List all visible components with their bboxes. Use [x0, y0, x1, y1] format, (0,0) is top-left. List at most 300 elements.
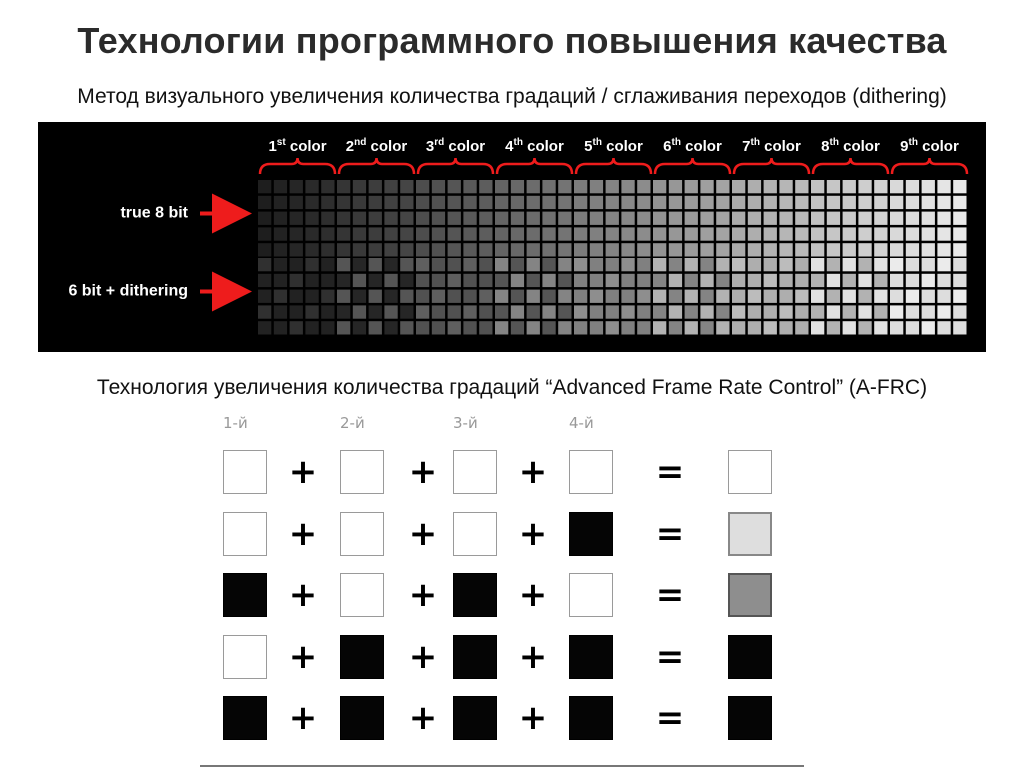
grid-cell [400, 305, 413, 318]
grid-cell [416, 258, 429, 271]
grid-cell [937, 243, 950, 256]
grid-cell [748, 258, 761, 271]
grid-cell [511, 290, 524, 303]
grid-cell [384, 321, 397, 334]
grid-cell [495, 243, 508, 256]
grid-cell [511, 321, 524, 334]
grid-cell [858, 290, 871, 303]
grid-cell [700, 243, 713, 256]
grid-cell [732, 290, 745, 303]
grid-cell [700, 196, 713, 209]
grid-cell [606, 274, 619, 287]
grid-cell [953, 227, 966, 240]
grid-cell [590, 196, 603, 209]
grid-cell [400, 290, 413, 303]
grid-cell [858, 305, 871, 318]
grid-cell [574, 243, 587, 256]
grid-cell [922, 196, 935, 209]
grid-cell [258, 305, 271, 318]
grid-cell [700, 305, 713, 318]
grid-cell [732, 227, 745, 240]
grid-cell [400, 258, 413, 271]
grid-cell [448, 290, 461, 303]
grid-cell [353, 227, 366, 240]
grid-cell [874, 321, 887, 334]
grid-cell [827, 274, 840, 287]
brace [339, 158, 414, 174]
grid-cell [384, 180, 397, 193]
grid-cell [906, 196, 919, 209]
grid-cell [732, 258, 745, 271]
frame-white [223, 512, 267, 556]
grid-cell [685, 290, 698, 303]
grid-cell [432, 196, 445, 209]
grid-cell [384, 290, 397, 303]
grid-cell [590, 321, 603, 334]
frame-white [340, 512, 384, 556]
grid-cell [764, 212, 777, 225]
grid-cell [685, 212, 698, 225]
grid-cell [653, 180, 666, 193]
grid-cell [274, 305, 287, 318]
grid-cell [874, 305, 887, 318]
grid-cell [890, 321, 903, 334]
grid-cell [953, 243, 966, 256]
grid-cell [606, 305, 619, 318]
afrc-subtitle: Технология увеличения количества градаций “Advanced Frame Rate Control” (A-FRC) [96, 376, 928, 399]
grid-cell [858, 243, 871, 256]
grid-cell [258, 290, 271, 303]
grid-cell [337, 305, 350, 318]
grid-cell [795, 321, 808, 334]
divider [200, 765, 804, 767]
grid-cell [637, 212, 650, 225]
grid-cell [527, 290, 540, 303]
grid-cell [937, 258, 950, 271]
grid-cell [558, 305, 571, 318]
grid-cell [748, 212, 761, 225]
grid-cell [290, 227, 303, 240]
grid-cell [858, 258, 871, 271]
grid-cell [590, 243, 603, 256]
grid-cell [890, 180, 903, 193]
grid-cell [858, 321, 871, 334]
grid-cell [416, 305, 429, 318]
grid-cell [400, 196, 413, 209]
brace [734, 158, 809, 174]
equals-icon: = [655, 452, 685, 492]
grid-cell [811, 258, 824, 271]
grid-cell [764, 274, 777, 287]
grid-cell [416, 274, 429, 287]
frame-black [340, 696, 384, 740]
grid-cell [890, 258, 903, 271]
grid-cell [700, 227, 713, 240]
grid-cell [700, 258, 713, 271]
grid-cell [542, 212, 555, 225]
grid-cell [922, 227, 935, 240]
grid-cell [779, 243, 792, 256]
grid-cell [779, 290, 792, 303]
grid-cell [779, 305, 792, 318]
grid-cell [321, 258, 334, 271]
grid-cell [448, 196, 461, 209]
grid-cell [290, 258, 303, 271]
grid-cell [621, 243, 634, 256]
grid-cell [274, 274, 287, 287]
grid-cell [527, 180, 540, 193]
grid-cell [290, 212, 303, 225]
grid-cell [874, 274, 887, 287]
grid-cell [542, 305, 555, 318]
grid-cell [290, 274, 303, 287]
plus-icon: + [288, 575, 318, 615]
grid-cell [448, 243, 461, 256]
grid-cell [448, 274, 461, 287]
grid-cell [685, 305, 698, 318]
grid-cell [811, 196, 824, 209]
grid-cell [574, 212, 587, 225]
grid-cell [369, 290, 382, 303]
plus-icon: + [408, 698, 438, 738]
grid-cell [953, 305, 966, 318]
grid-cell [527, 305, 540, 318]
grid-cell [369, 243, 382, 256]
grid-cell [495, 321, 508, 334]
grid-cell [463, 258, 476, 271]
grid-cell [953, 290, 966, 303]
grid-cell [716, 274, 729, 287]
grid-cell [874, 290, 887, 303]
grid-cell [779, 212, 792, 225]
grid-cell [669, 290, 682, 303]
grid-cell [637, 321, 650, 334]
grid-cell [937, 274, 950, 287]
grid-cell [669, 305, 682, 318]
grid-cell [748, 290, 761, 303]
grid-cell [305, 321, 318, 334]
grid-cell [416, 227, 429, 240]
grid-cell [495, 180, 508, 193]
grid-cell [843, 274, 856, 287]
grid-cell [779, 274, 792, 287]
grid-cell [653, 305, 666, 318]
grid-cell [384, 196, 397, 209]
grid-cell [716, 305, 729, 318]
grid-cell [906, 212, 919, 225]
brace [497, 158, 572, 174]
grid-cell [542, 180, 555, 193]
grid-cell [637, 196, 650, 209]
grid-cell [495, 196, 508, 209]
grid-cell [906, 258, 919, 271]
grid-cell [495, 305, 508, 318]
grid-cell [653, 321, 666, 334]
equals-icon: = [655, 575, 685, 615]
grid-cell [353, 258, 366, 271]
frame-black [223, 696, 267, 740]
grid-cell [843, 290, 856, 303]
brace [576, 158, 651, 174]
dithering-figure [38, 122, 986, 352]
grid-cell [843, 227, 856, 240]
plus-icon: + [518, 575, 548, 615]
grid-cell [748, 305, 761, 318]
grid-cell [811, 290, 824, 303]
grid-cell [606, 180, 619, 193]
grid-cell [321, 274, 334, 287]
grid-cell [305, 243, 318, 256]
grid-cell [890, 196, 903, 209]
grid-cell [795, 212, 808, 225]
grid-cell [432, 321, 445, 334]
grid-cell [716, 321, 729, 334]
grid-cell [858, 227, 871, 240]
plus-icon: + [518, 452, 548, 492]
grid-cell [716, 258, 729, 271]
grid-cell [369, 196, 382, 209]
grid-cell [558, 180, 571, 193]
grid-cell [432, 274, 445, 287]
grid-cell [384, 243, 397, 256]
grid-cell [874, 180, 887, 193]
grid-cell [890, 243, 903, 256]
grid-cell [606, 258, 619, 271]
grid-cell [558, 290, 571, 303]
grid-cell [305, 227, 318, 240]
grid-cell [732, 321, 745, 334]
grid-cell [448, 305, 461, 318]
grid-cell [274, 180, 287, 193]
grid-cell [716, 180, 729, 193]
frame-black [453, 573, 497, 617]
plus-icon: + [288, 637, 318, 677]
grid-cell [827, 180, 840, 193]
grid-cell [305, 180, 318, 193]
grid-cell [858, 180, 871, 193]
grid-cell [337, 180, 350, 193]
grid-cell [527, 258, 540, 271]
brace [418, 158, 493, 174]
grid-cell [590, 227, 603, 240]
grid-cell [369, 274, 382, 287]
grid-cell [716, 196, 729, 209]
grid-cell [669, 227, 682, 240]
grid-cell [700, 180, 713, 193]
grid-cell [922, 290, 935, 303]
grid-cell [858, 212, 871, 225]
grid-cell [922, 274, 935, 287]
grid-cell [416, 321, 429, 334]
grid-cell [590, 258, 603, 271]
grid-cell [495, 258, 508, 271]
grid-cell [290, 243, 303, 256]
grid-cell [937, 212, 950, 225]
grid-cell [637, 258, 650, 271]
grid-cell [432, 180, 445, 193]
grid-cell [827, 321, 840, 334]
grid-cell [637, 180, 650, 193]
grid-cell [400, 212, 413, 225]
grid-cell [858, 196, 871, 209]
grid-cell [258, 258, 271, 271]
grid-cell [274, 290, 287, 303]
grid-cell [353, 243, 366, 256]
grid-cell [432, 305, 445, 318]
grid-cell [874, 212, 887, 225]
grid-cell [653, 212, 666, 225]
frame-white [340, 573, 384, 617]
grid-cell [353, 196, 366, 209]
frame-header: 1-й [223, 414, 248, 432]
grid-cell [574, 180, 587, 193]
grid-cell [953, 196, 966, 209]
result-mid [728, 573, 772, 617]
grid-cell [748, 274, 761, 287]
grid-cell [321, 180, 334, 193]
grid-cell [953, 258, 966, 271]
result-black [728, 635, 772, 679]
grid-cell [527, 321, 540, 334]
grid-cell [511, 196, 524, 209]
grid-cell [764, 321, 777, 334]
grid-cell [558, 274, 571, 287]
grid-cell [258, 180, 271, 193]
grid-cell [700, 212, 713, 225]
grid-cell [890, 227, 903, 240]
grid-cell [922, 305, 935, 318]
grid-cell [843, 212, 856, 225]
plus-icon: + [288, 514, 318, 554]
grid-cell [305, 212, 318, 225]
grid-cell [305, 274, 318, 287]
frame-white [569, 573, 613, 617]
grid-cell [400, 321, 413, 334]
grid-cell [937, 196, 950, 209]
grid-cell [606, 290, 619, 303]
grid-cell [606, 227, 619, 240]
grid-cell [416, 180, 429, 193]
grid-cell [685, 258, 698, 271]
grid-cell [748, 243, 761, 256]
grid-cell [337, 274, 350, 287]
grid-cell [258, 196, 271, 209]
grid-cell [558, 243, 571, 256]
plus-icon: + [518, 698, 548, 738]
grid-cell [321, 227, 334, 240]
grid-cell [463, 212, 476, 225]
grid-cell [353, 180, 366, 193]
frame-white [223, 635, 267, 679]
grid-cell [764, 258, 777, 271]
grid-cell [764, 243, 777, 256]
grid-cell [874, 258, 887, 271]
grid-cell [811, 305, 824, 318]
grid-cell [890, 290, 903, 303]
frame-white [453, 450, 497, 494]
grid-cell [669, 212, 682, 225]
plus-icon: + [408, 637, 438, 677]
grid-cell [906, 274, 919, 287]
grid-cell [479, 274, 492, 287]
grid-cell [827, 227, 840, 240]
grid-cell [779, 180, 792, 193]
brace [260, 158, 335, 174]
grid-cell [590, 305, 603, 318]
grid-cell [321, 212, 334, 225]
grid-cell [637, 227, 650, 240]
grid-cell [716, 227, 729, 240]
grid-cell [527, 274, 540, 287]
grid-cell [906, 290, 919, 303]
grid-cell [369, 258, 382, 271]
grid-cell [574, 290, 587, 303]
grid-cell [384, 212, 397, 225]
grid-cell [495, 227, 508, 240]
grid-cell [321, 305, 334, 318]
grid-cell [843, 305, 856, 318]
grid-cell [353, 305, 366, 318]
grid-cell [811, 243, 824, 256]
plus-icon: + [518, 637, 548, 677]
grid-cell [795, 227, 808, 240]
grid-cell [527, 196, 540, 209]
grid-cell [479, 305, 492, 318]
grid-cell [922, 243, 935, 256]
grid-cell [463, 196, 476, 209]
grid-cell [384, 227, 397, 240]
color-label: 6th color [663, 137, 722, 155]
grid-cell [621, 274, 634, 287]
plus-icon: + [288, 452, 318, 492]
grid-cell [337, 227, 350, 240]
grid-cell [463, 274, 476, 287]
grid-cell [558, 321, 571, 334]
result-light [728, 512, 772, 556]
grid-cell [416, 243, 429, 256]
grid-cell [748, 180, 761, 193]
grid-cell [827, 258, 840, 271]
grid-cell [637, 305, 650, 318]
grid-cell [764, 305, 777, 318]
grid-cell [732, 212, 745, 225]
grid-cell [463, 243, 476, 256]
grid-cell [606, 212, 619, 225]
grid-cell [558, 227, 571, 240]
grid-cell [321, 290, 334, 303]
frame-header: 2-й [340, 414, 365, 432]
grid-cell [685, 180, 698, 193]
plus-icon: + [408, 575, 438, 615]
grid-cell [511, 305, 524, 318]
grid-cell [479, 180, 492, 193]
grid-cell [669, 243, 682, 256]
grid-cell [606, 243, 619, 256]
frame-white [453, 512, 497, 556]
grid-cell [590, 180, 603, 193]
grid-cell [843, 196, 856, 209]
grid-cell [748, 196, 761, 209]
grid-cell [448, 321, 461, 334]
grid-cell [511, 180, 524, 193]
color-label: 8th color [821, 137, 880, 155]
grid-cell [479, 227, 492, 240]
grid-cell [337, 321, 350, 334]
grid-cell [337, 212, 350, 225]
grid-cell [890, 212, 903, 225]
page-title: Технологии программного повышения качества [77, 20, 947, 61]
grid-cell [953, 180, 966, 193]
